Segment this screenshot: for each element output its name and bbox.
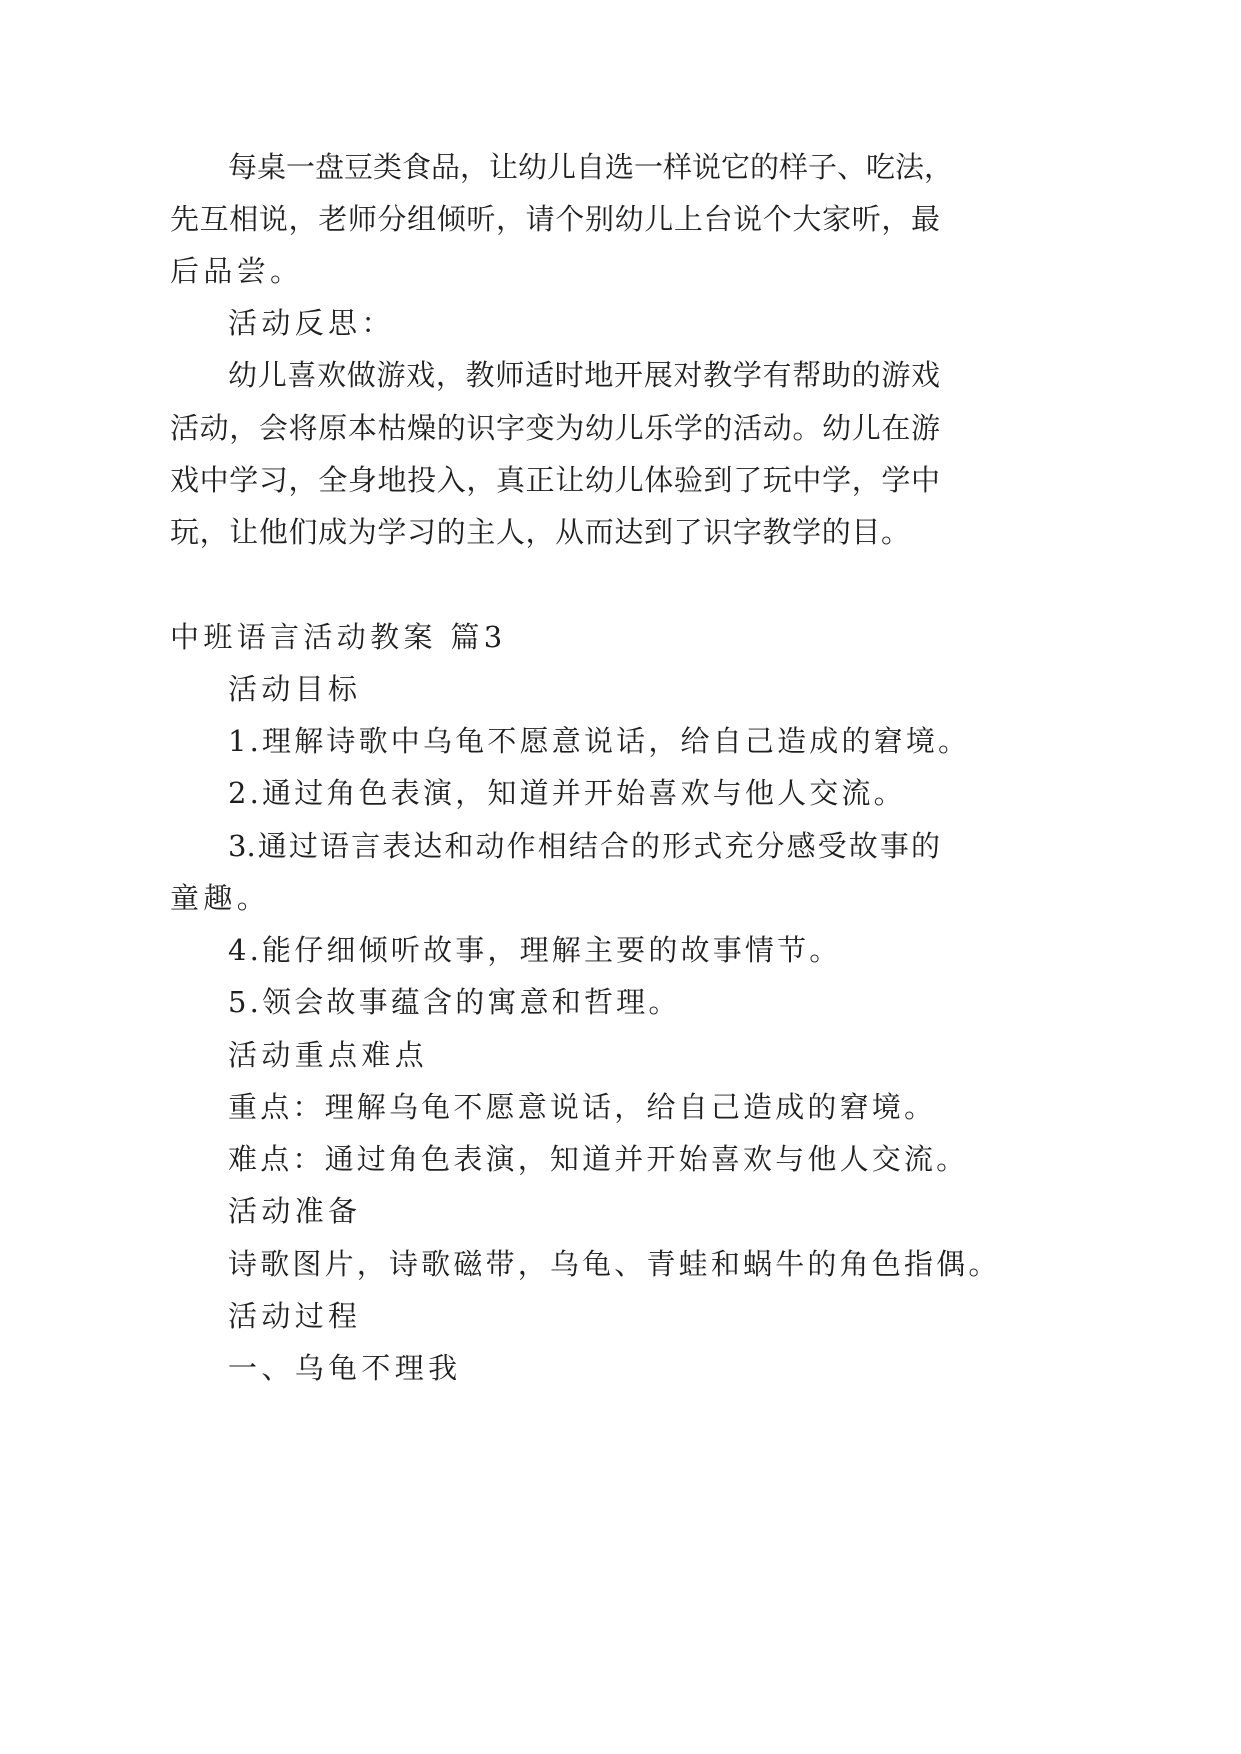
- goal-item-5: 5.领会故事蕴含的寓意和哲理。: [228, 985, 681, 1019]
- section-title: 中班语言活动教案 篇3: [170, 620, 507, 654]
- goal-item-1: 1.理解诗歌中乌龟不愿意说话，给自己造成的窘境。: [228, 724, 971, 758]
- process-step-1: 一、乌龟不理我: [228, 1351, 462, 1385]
- goal-item-4: 4.能仔细倾听故事，理解主要的故事情节。: [228, 933, 842, 967]
- paragraph-1-line-1: 每桌一盘豆类食品，让幼儿自选一样说它的样子、吃法，: [228, 150, 954, 184]
- goal-item-2: 2.通过角色表演，知道并开始喜欢与他人交流。: [228, 776, 906, 810]
- paragraph-1-line-3: 后品尝。: [170, 254, 304, 288]
- reflection-line-2: 活动，会将原本枯燥的识字变为幼儿乐学的活动。幼儿在游: [170, 411, 940, 445]
- reflection-heading: 活动反思：: [228, 306, 395, 340]
- reflection-line-3: 戏中学习，全身地投入，真正让幼儿体验到了玩中学，学中: [170, 463, 940, 497]
- preparation-text: 诗歌图片，诗歌磁带，乌龟、青蛙和蜗牛的角色指偶。: [228, 1247, 1001, 1281]
- goal-item-3-line-1: 3.通过语言表达和动作相结合的形式充分感受故事的: [228, 829, 940, 863]
- key-point-focus: 重点：理解乌龟不愿意说话，给自己造成的窘境。: [228, 1090, 937, 1124]
- process-heading: 活动过程: [228, 1299, 362, 1333]
- preparation-heading: 活动准备: [228, 1194, 362, 1228]
- reflection-line-4: 玩，让他们成为学习的主人，从而达到了识字教学的目。: [170, 515, 910, 549]
- key-points-heading: 活动重点难点: [228, 1038, 429, 1072]
- goal-item-3-line-2: 童趣。: [170, 881, 271, 915]
- key-point-difficulty: 难点：通过角色表演，知道并开始喜欢与他人交流。: [228, 1142, 969, 1176]
- goals-heading: 活动目标: [228, 672, 362, 706]
- reflection-line-1: 幼儿喜欢做游戏，教师适时地开展对教学有帮助的游戏: [228, 358, 940, 392]
- paragraph-1-line-2: 先互相说，老师分组倾听，请个别幼儿上台说个大家听，最: [170, 202, 940, 236]
